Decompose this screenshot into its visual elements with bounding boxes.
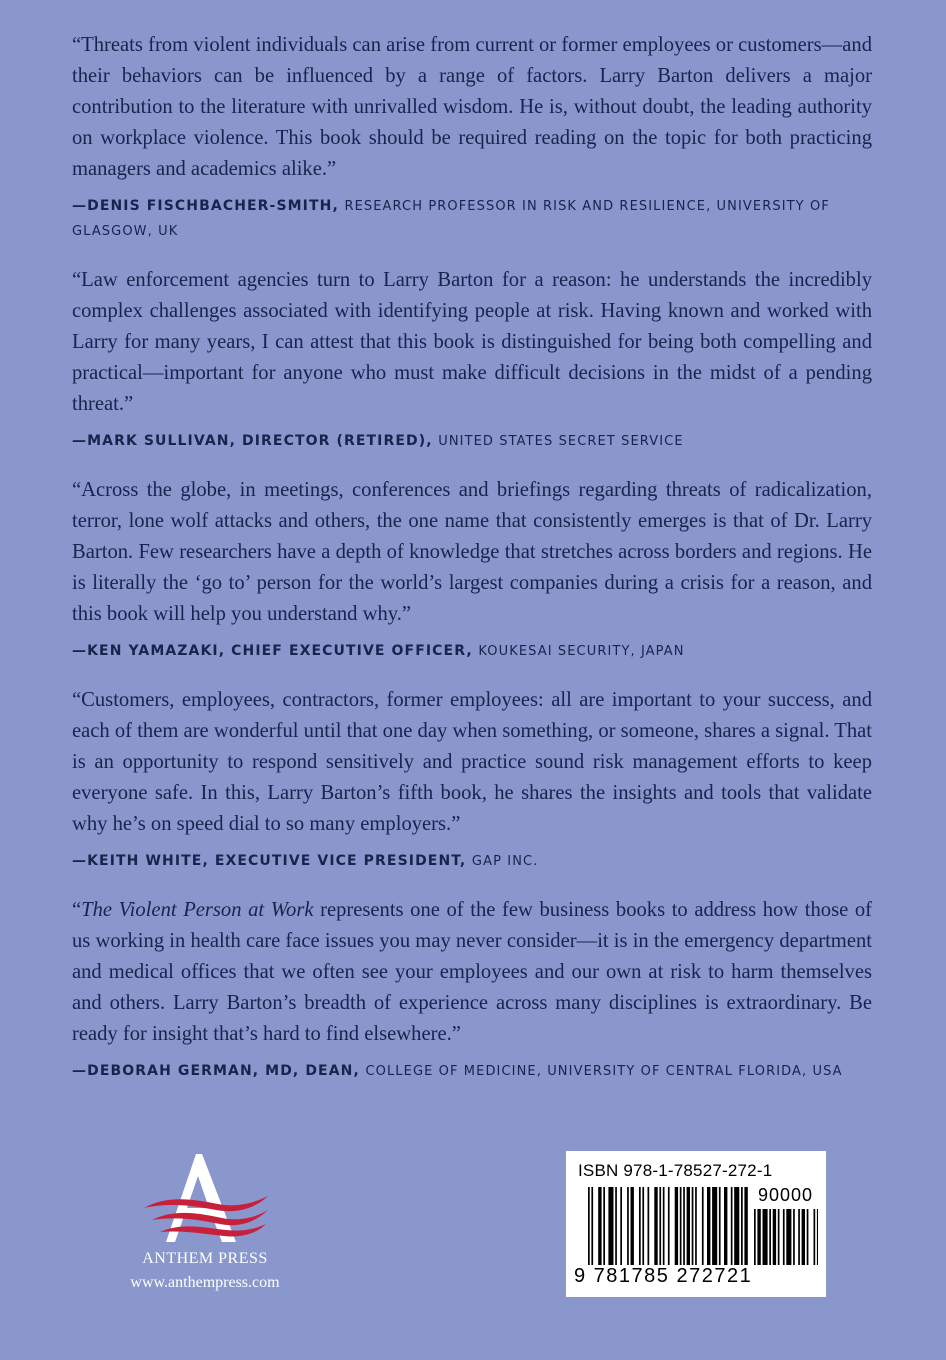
attribution-name: —KEITH WHITE, EXECUTIVE VICE PRESIDENT, — [72, 853, 467, 869]
quote-open-mark: “ — [72, 899, 82, 921]
attribution-org: UNITED STATES SECRET SERVICE — [438, 434, 684, 449]
blurb-quote-4: “Customers, employees, contractors, former employees: all are important to your success, and each of them are wonderful until that one day when something, or someone, shares a signal. That is an opportunity to respond sensitively and practice sound risk management efforts to keep everyone safe. In this, Larry Barton’s fifth book, he shares the insights and tools that validate why he’s on speed dial to so many employers.” — [72, 689, 872, 835]
quote-body: represents one of the few business books to address how those of us working in health care face issues you may never consider—it is in the emergency department and medical offices that we often see your employees and our own at risk to harm themselves and others. Larry Barton’s breadth of experience across many disciplines is extraordinary. Be ready for insight that’s hard to find elsewhere.” — [72, 899, 872, 1045]
attribution-name: —MARK SULLIVAN, DIRECTOR (RETIRED), — [72, 433, 433, 449]
blurb-attribution-3 — [72, 639, 872, 664]
blurb-attribution-5 — [72, 1059, 872, 1084]
isbn-label: ISBN 978-1-78527-272-1 — [578, 1161, 773, 1180]
attribution-org: KOUKESAI SECURITY, JAPAN — [478, 644, 685, 659]
publisher-name: ANTHEM PRESS — [142, 1250, 268, 1267]
addon-barcode-bars — [754, 1209, 818, 1269]
attribution-name: —DEBORAH GERMAN, MD, DEAN, — [72, 1063, 360, 1079]
blurb-attribution-1 — [72, 194, 872, 244]
blurb-quote-3: “Across the globe, in meetings, conferences and briefings regarding threats of radicalization, terror, lone wolf attacks and others, the one name that consistently emerges is that of Dr. Larry Barton. Few researchers have a depth of knowledge that stretches across borders and regions. He is literally the ‘go to’ person for the world’s largest companies during a crisis for a reason, and this book will help you understand why.” — [72, 479, 872, 625]
blurb-quote-2: “Law enforcement agencies turn to Larry Barton for a reason: he understands the incredibly complex challenges associated with identifying people at risk. Having known and worked with Larry for many years, I can attest that this book is distinguished for being both compelling and practical—important for anyone who must make difficult decisions in the midst of a pending threat.” — [72, 269, 872, 415]
attribution-org: COLLEGE OF MEDICINE, UNIVERSITY OF CENTRAL FLORIDA, USA — [365, 1064, 843, 1079]
barcode-bars — [588, 1187, 748, 1269]
blurb-quote-1: “Threats from violent individuals can arise from current or former employees or customers—and their behaviors can be influenced by a range of factors. Larry Barton delivers a major contribution to the literature with unrivalled wisdom. He is, without doubt, the leading authority on workplace violence. This book should be required reading on the topic for both practicing managers and academics alike.” — [72, 34, 872, 180]
book-title: The Violent Person at Work — [81, 899, 314, 921]
barcode-digits: 9 781785 272721 — [574, 1265, 753, 1287]
publisher-url: www.anthempress.com — [130, 1274, 280, 1291]
isbn-barcode — [566, 1151, 826, 1297]
anthem-press-logo — [100, 1150, 310, 1300]
blurb-attribution-2 — [72, 429, 872, 454]
attribution-org: RESEARCH PROFESSOR IN RISK AND RESILIENCE, UNIVERSITY OF GLASGOW, UK — [72, 199, 830, 239]
attribution-name: —DENIS FISCHBACHER-SMITH, — [72, 198, 339, 214]
endorsements — [72, 30, 872, 1105]
price-code: 90000 — [758, 1185, 814, 1205]
blurb-attribution-4 — [72, 849, 872, 874]
blurb-quote-5 — [72, 895, 872, 1050]
attribution-org: GAP INC. — [471, 854, 539, 869]
anthem-a-icon — [138, 1150, 272, 1250]
attribution-name: —KEN YAMAZAKI, CHIEF EXECUTIVE OFFICER, — [72, 643, 473, 659]
